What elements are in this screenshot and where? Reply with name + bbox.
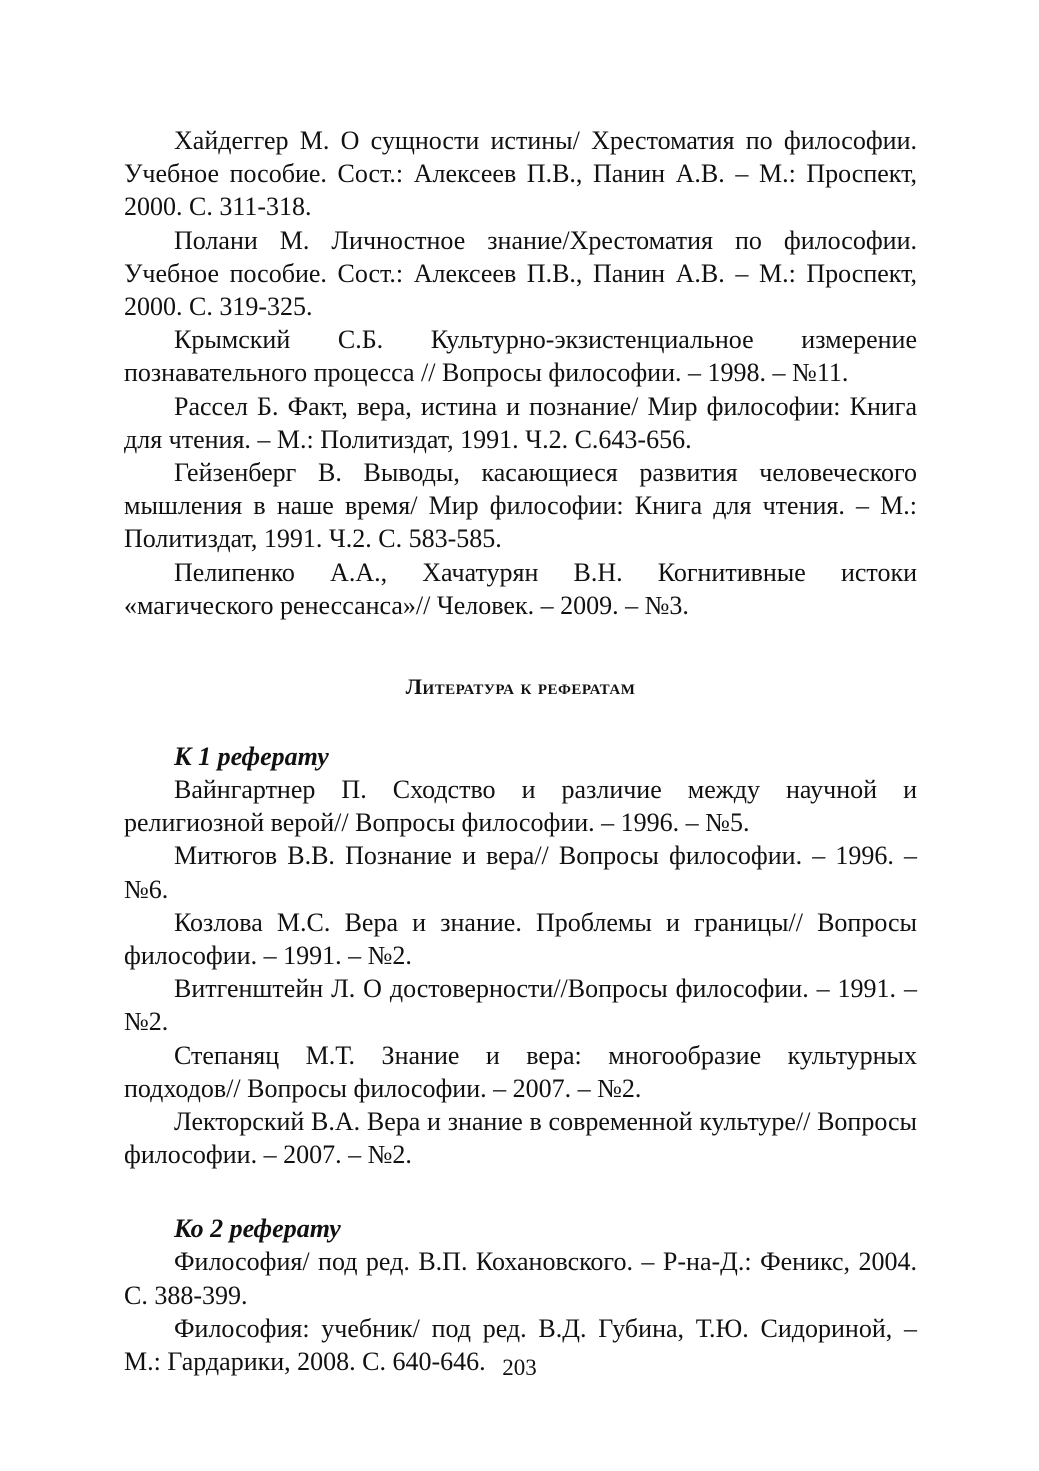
reference-entry: Степаняц М.Т. Знание и вера: многообразие культурных подходов// Вопросы философии. – 2007. – №2.: [124, 1040, 917, 1103]
page-content: [124, 124, 917, 1378]
reference-entry: Рассел Б. Факт, вера, истина и познание/ Мир философии: Книга для чтения. – М.: Политиздат, 1991. Ч.2. С.643-656.: [124, 391, 917, 454]
reference-entry: Пелипенко А.А., Хачатурян В.Н. Когнитивные истоки «магического ренессанса»// Человек. – 2009. – №3.: [124, 557, 917, 620]
page-number: 203: [502, 1355, 537, 1380]
section-heading: Литература к рефератам: [405, 674, 636, 700]
section-title: Ко 2 реферату: [174, 1214, 341, 1244]
section-title: К 1 реферату: [174, 742, 329, 772]
reference-entry: Крымский С.Б. Культурно-экзистенциальное измерение познавательного процесса // Вопросы философии. – 1998. – №11.: [124, 325, 917, 388]
reference-entry: Вайнгартнер П. Сходство и различие между научной и религиозной верой// Вопросы философии. – 1996. – №5.: [124, 775, 917, 838]
reference-entry: Митюгов В.В. Познание и вера// Вопросы философии. – 1996. – №6.: [124, 841, 917, 904]
section-abstract-2: [124, 1212, 917, 1378]
reference-entry: Философия: учебник/ под ред. В.Д. Губина, Т.Ю. Сидориной, – М.: Гардарики, 2008. С. 640-646.: [124, 1313, 917, 1377]
reference-entry: Лекторский В.А. Вера и знание в современной культуре// Вопросы философии. – 2007. – №2.: [124, 1107, 917, 1170]
reference-entry: Гейзенберг В. Выводы, касающиеся развития человеческого мышления в наше время/ Мир философии: Книга для чтения. – М.: Политиздат, 1991. Ч.2. С. 583-585.: [124, 458, 917, 554]
reference-entry: Хайдеггер М. О сущности истины/ Хрестоматия по философии. Учебное пособие. Сост.: Алексеев П.В., Панин А.В. – М.: Проспект, 2000. С. 311-318.: [124, 126, 917, 222]
reference-entry: Витгенштейн Л. О достоверности//Вопросы философии. – 1991. – №2.: [124, 974, 917, 1037]
reference-entry: Полани М. Личностное знание/Хрестоматия по философии. Учебное пособие. Сост.: Алексеев П.В., Панин А.В. – М.: Проспект, 2000. С. 319-325.: [124, 225, 917, 322]
top-reference-list: [124, 124, 917, 622]
section-abstract-1: [124, 740, 917, 1171]
reference-entry: Философия/ под ред. В.П. Кохановского. – Р-на-Д.: Феникс, 2004. С. 388-399.: [124, 1247, 917, 1310]
reference-entry: Козлова М.С. Вера и знание. Проблемы и границы// Вопросы философии. – 1991. – №2.: [124, 907, 917, 971]
